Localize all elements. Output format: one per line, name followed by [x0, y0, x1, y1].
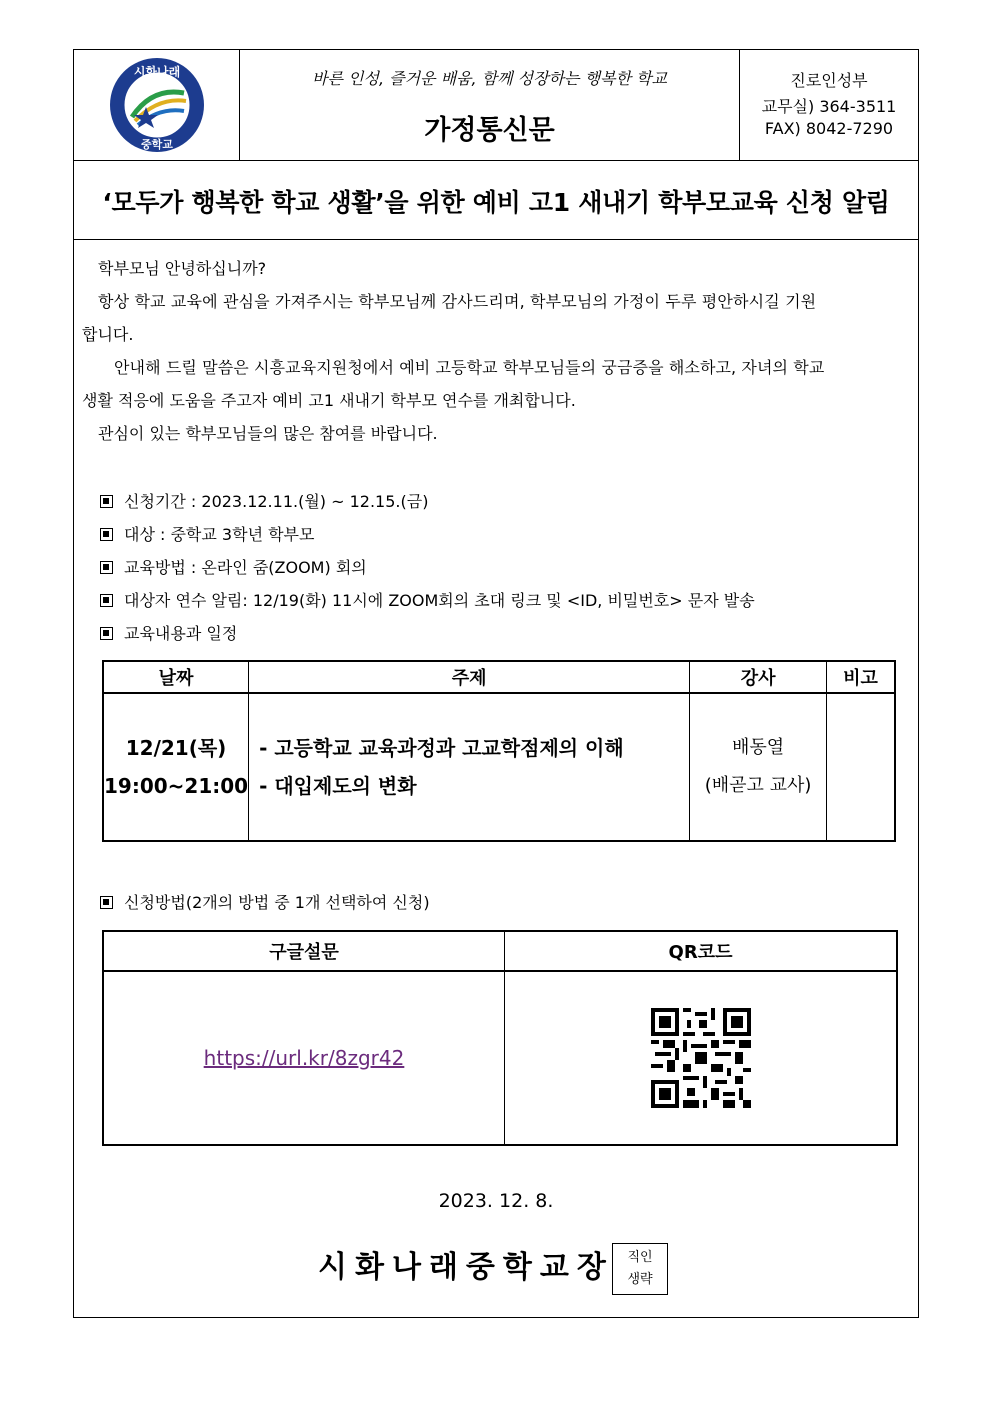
- greeting: 학부모님 안녕하십니까?: [98, 259, 267, 278]
- bullet-target: 대상 : 중학교 3학년 학부모: [100, 522, 314, 545]
- paragraph-1-line-1: 항상 학교 교육에 관심을 가져주시는 학부모님께 감사드리며, 학부모님의 가정이 두루 평안하시길 기원: [98, 292, 817, 311]
- lecturer-affiliation: (배곧고 교사): [704, 775, 812, 796]
- logo-cell: [74, 50, 240, 160]
- session-lecturer: [690, 693, 827, 841]
- svg-text:시화나래: 시화나래: [133, 65, 181, 79]
- session-datetime: [103, 693, 249, 841]
- paragraph-2-line-2: 생활 적응에 도움을 주고자 예비 고1 새내기 학부모 연수를 개최합니다.: [82, 391, 576, 410]
- page-title: ‘모두가 행복한 학교 생활’을 위한 예비 고1 새내기 학부모교육 신청 알림: [102, 188, 890, 217]
- google-form-link[interactable]: https://url.kr/8zgr42: [203, 1046, 405, 1070]
- office-phone: 교무실) 364-3511: [761, 97, 897, 116]
- bullet-content: 교육내용과 일정: [100, 621, 237, 644]
- col-topic: 주제: [249, 661, 690, 693]
- square-bullet-icon: [100, 594, 113, 607]
- issue-date: 2023. 12. 8.: [438, 1190, 554, 1212]
- col-note: 비고: [827, 661, 895, 693]
- col-qr-code: QR코드: [505, 931, 898, 971]
- header: [74, 50, 918, 161]
- bullet-period: 신청기간 : 2023.12.11.(월) ~ 12.15.(금): [100, 489, 428, 512]
- table-row: [103, 693, 895, 841]
- session-note: [827, 693, 895, 841]
- schedule-header-row: [103, 661, 895, 693]
- topic-2: - 대입제도의 변화: [259, 774, 417, 798]
- school-motto: 바른 인성, 즐거운 배움, 함께 성장하는 행복한 학교: [312, 69, 667, 88]
- col-google-form: 구글설문: [103, 931, 505, 971]
- square-bullet-icon: [100, 627, 113, 640]
- seal-line-2: 생략: [627, 1272, 653, 1287]
- paragraph-3: 관심이 있는 학부모님들의 많은 참여를 바랍니다.: [98, 424, 438, 443]
- seal-box: [612, 1243, 668, 1295]
- topic-1: - 고등학교 교육과정과 고교학점제의 이해: [259, 736, 624, 760]
- square-bullet-icon: [100, 495, 113, 508]
- fax-number: FAX) 8042-7290: [764, 119, 894, 138]
- paragraph-1-line-2: 합니다.: [82, 325, 134, 344]
- col-lecturer: 강사: [690, 661, 827, 693]
- session-time: 19:00~21:00: [104, 774, 249, 798]
- document-frame: [73, 49, 919, 1318]
- paragraph-2-line-1: 안내해 드릴 말씀은 시흥교육지원청에서 예비 고등학교 학부모님들의 궁금증을 해소하고, 자녀의 학교: [114, 358, 825, 377]
- lecturer-name: 배동열: [732, 737, 785, 758]
- qr-cell: [505, 971, 898, 1145]
- bullet-apply: 신청방법(2개의 방법 중 1개 선택하여 신청): [100, 890, 430, 913]
- google-form-cell: [103, 971, 505, 1145]
- title-row: [74, 161, 918, 240]
- square-bullet-icon: [100, 528, 113, 541]
- session-topic: [249, 693, 690, 841]
- header-contact: [740, 50, 918, 160]
- qr-code-icon: [651, 1008, 751, 1108]
- session-date: 12/21(목): [125, 736, 227, 760]
- col-date: 날짜: [103, 661, 249, 693]
- square-bullet-icon: [100, 561, 113, 574]
- bullet-notice: 대상자 연수 알림: 12/19(화) 11시에 ZOOM회의 초대 링크 및 <ID, 비밀번호> 문자 발송: [100, 588, 755, 611]
- apply-table: [102, 930, 898, 1146]
- table-row: [103, 971, 897, 1145]
- bullet-method: 교육방법 : 온라인 줌(ZOOM) 회의: [100, 555, 367, 578]
- school-logo-icon: [102, 57, 212, 153]
- header-middle: [240, 50, 740, 160]
- paper-name: 가정통신문: [424, 115, 555, 146]
- apply-header-row: [103, 931, 897, 971]
- svg-text:중학교: 중학교: [141, 138, 173, 151]
- seal-line-1: 직인: [627, 1250, 653, 1265]
- department: 진로인성부: [790, 71, 868, 90]
- square-bullet-icon: [100, 896, 113, 909]
- principal-name: 시화나래중학교장: [318, 1250, 614, 1285]
- schedule-table: [102, 660, 896, 842]
